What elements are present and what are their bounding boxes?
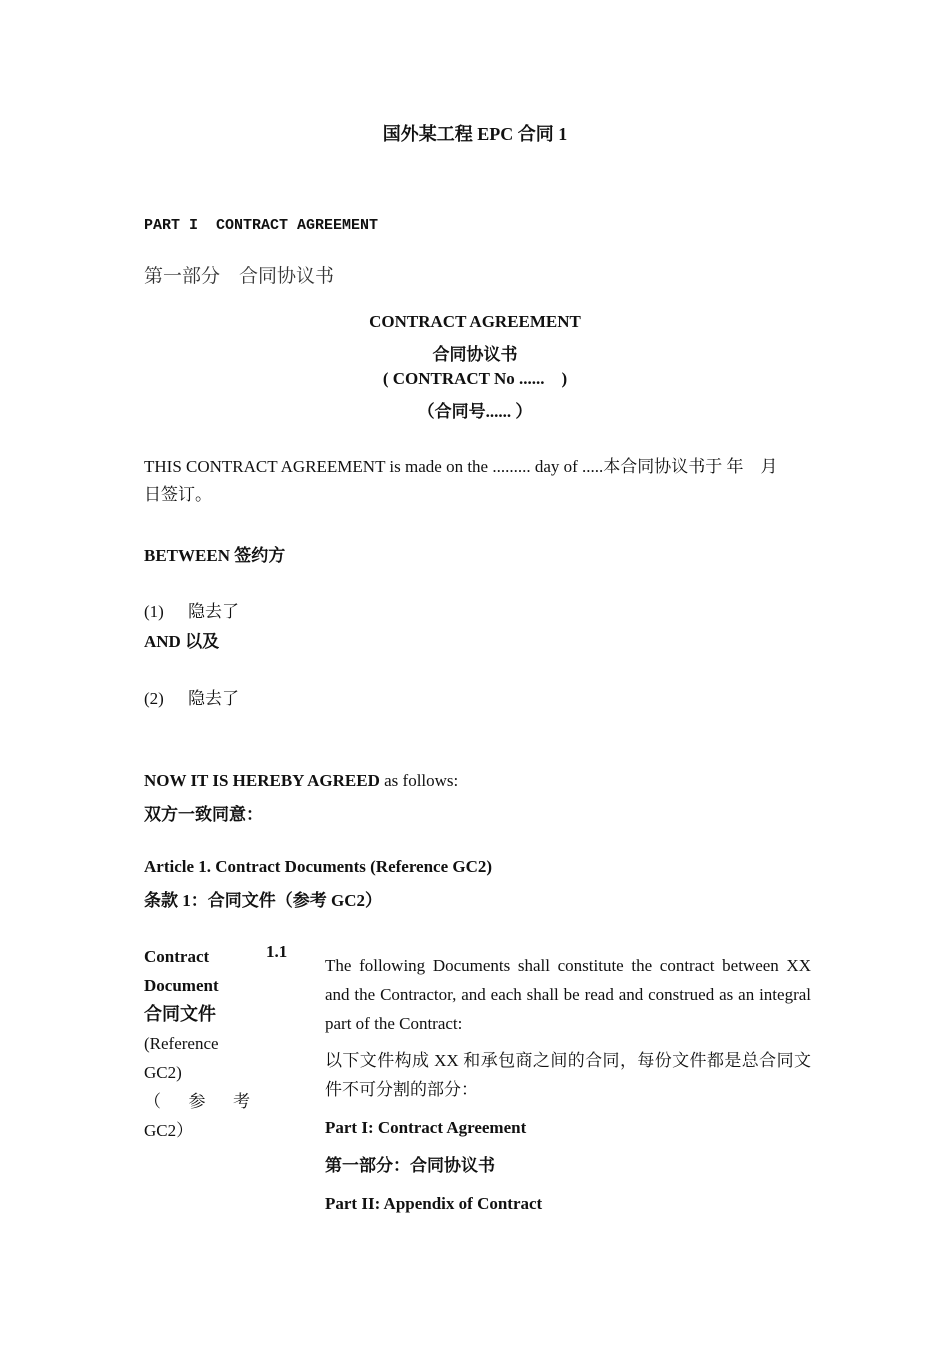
agreement-title: CONTRACT AGREEMENT (369, 312, 581, 331)
party-1-text: 隐去了 (188, 602, 239, 621)
between-label: BETWEEN 签约方 (144, 546, 286, 565)
party-2-text: 隐去了 (188, 689, 239, 708)
and-label: AND 以及 (144, 632, 220, 651)
clause-ref-2: GC2) (144, 1063, 182, 1082)
document-list-item: 第一部分：合同协议书 (325, 1156, 495, 1175)
clause-label-cn: 合同文件 (144, 1004, 216, 1024)
contract-number: ( CONTRACT No ...... ) (382, 369, 568, 388)
clause-ref-1: (Reference (144, 1034, 219, 1053)
clause-body (325, 951, 811, 1218)
part-heading: PART I CONTRACT AGREEMENT (144, 217, 379, 234)
clause-ref-cn-3: 考 (233, 1092, 250, 1111)
clause-label-2: Document (144, 976, 219, 995)
contract-number-cn: （合同号...... ） (417, 402, 533, 421)
clause-ref-cn-1: （ (144, 1092, 161, 1111)
made-on-paragraph: THIS CONTRACT AGREEMENT is made on the ......... day of .....本合同协议书于 年 月 日签订。 (144, 457, 795, 504)
document-list-item: Part I: Contract Agreement (325, 1118, 527, 1137)
clause-paragraph-cn: 以下文件构成 XX 和承包商之间的合同，每份文件都是总合同文件不可分割的部分： (325, 1051, 811, 1099)
clause-ref-cn-2: 参 (188, 1092, 206, 1111)
document-list-item: Part II: Appendix of Contract (325, 1194, 543, 1213)
agreed-bold: NOW IT IS HEREBY AGREED (144, 771, 380, 790)
party-2 (144, 684, 239, 709)
party-1-number: (1) (144, 602, 164, 621)
article-title-cn: 条款 1：合同文件（参考 GC2） (144, 891, 382, 910)
clause-paragraph-en: The following Documents shall constitute the contract between XX and the Contractor, and each shall be read and construed as an integral part of the Contract: (325, 956, 811, 1033)
document-page (144, 0, 810, 1345)
party-2-number: (2) (144, 689, 164, 708)
agreed-statement (144, 771, 458, 791)
article-title: Article 1. Contract Documents (Reference GC2) (144, 857, 493, 876)
party-1 (144, 597, 239, 622)
clause-ref-cn-row (144, 1087, 250, 1116)
agreed-statement-cn: 双方一致同意： (144, 805, 263, 824)
clause-label-1: Contract (144, 947, 210, 966)
part-heading-cn: 第一部分 合同协议书 (144, 266, 335, 287)
agreed-rest: as follows: (379, 771, 459, 790)
document-title: 国外某工程 EPC 合同 1 (382, 124, 568, 144)
clause-number: 1.1 (266, 942, 288, 961)
clause-side-label (144, 942, 254, 1145)
clause-ref-cn-4: GC2） (144, 1121, 194, 1140)
agreement-title-cn: 合同协议书 (432, 345, 518, 364)
